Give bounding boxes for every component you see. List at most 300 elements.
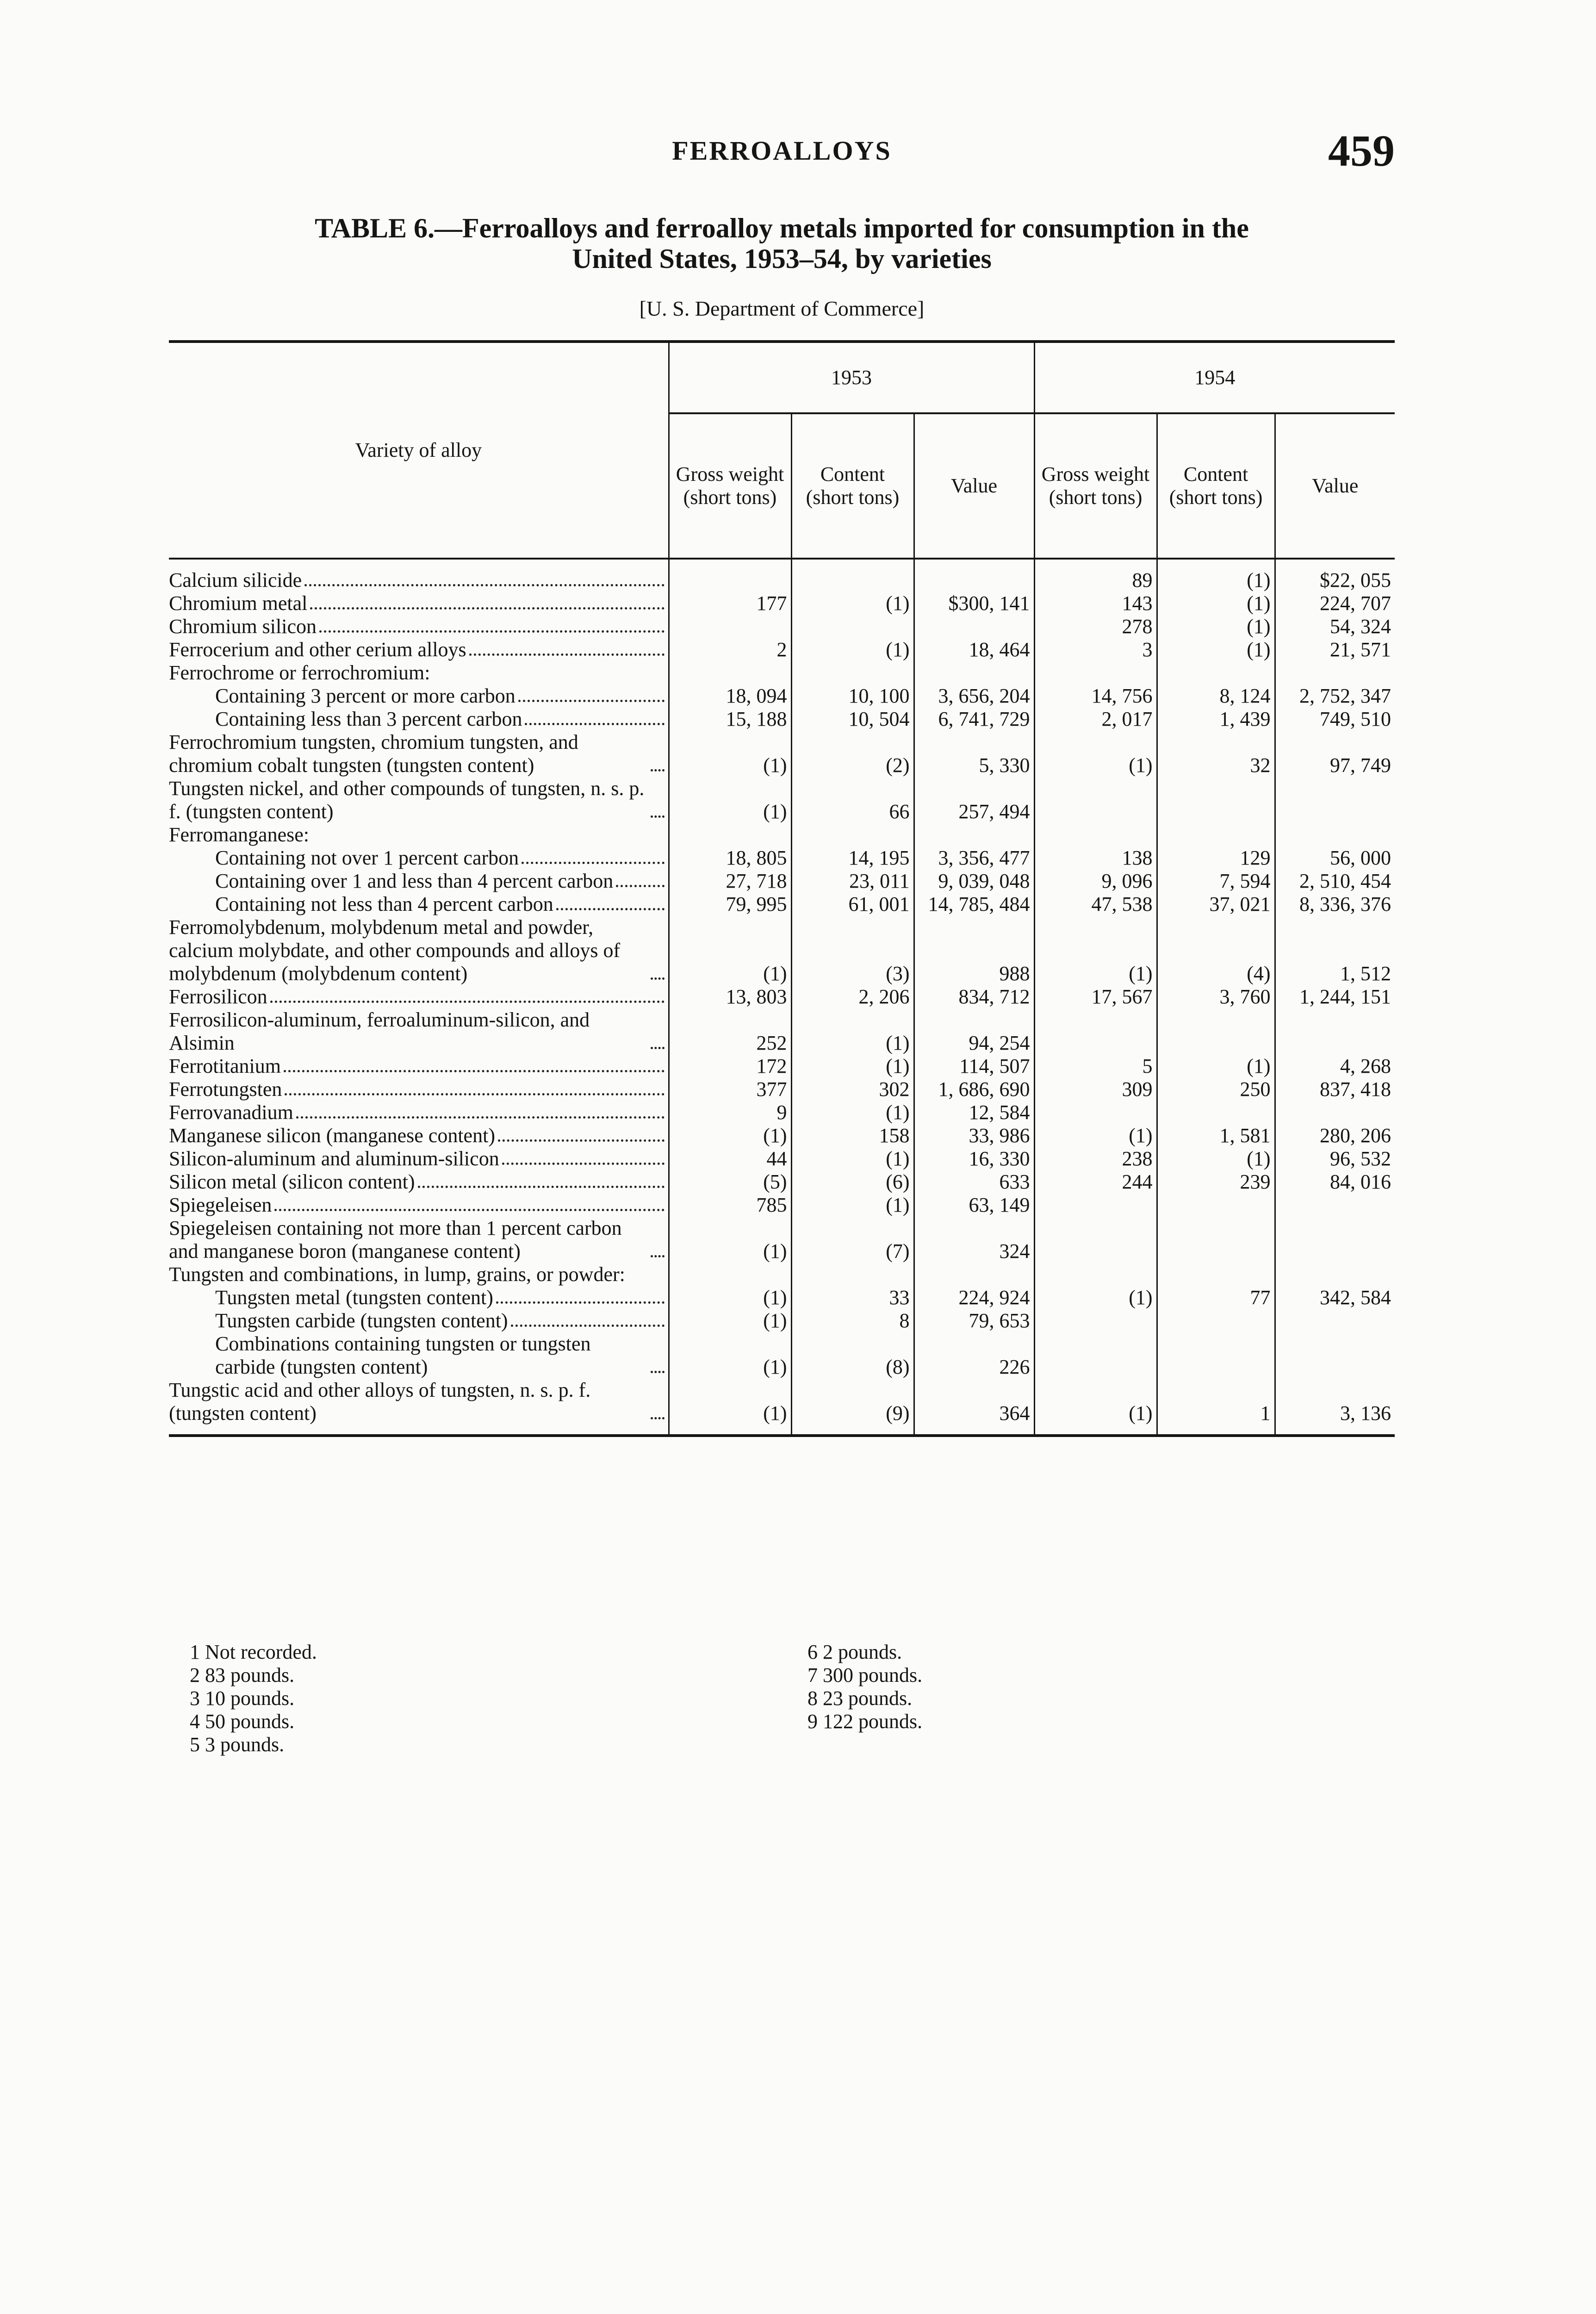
leader-dots [304,584,664,586]
cell-v54 [1275,1008,1395,1055]
table-section-heading [169,823,1395,846]
cell-g54: 3 [1034,638,1157,661]
row-label-text: Tungsten metal (tungsten content) [215,1286,493,1309]
cell-v54: 8, 336, 376 [1275,893,1395,916]
cell-c54 [1157,661,1275,684]
page-header [169,125,1395,190]
cell-v53 [914,823,1034,846]
row-label-text: Spiegeleisen [169,1194,272,1216]
cell-g53: 252 [669,1008,791,1055]
cell-c53: 14, 195 [791,846,914,870]
cell-v53: 224, 924 [914,1286,1034,1309]
cell-c53: (1) [791,1008,914,1055]
cell-c54: 8, 124 [1157,684,1275,708]
table-row [169,592,1395,615]
cell-c53: 10, 504 [791,708,914,731]
row-label-text: Ferromolybdenum, molybdenum metal and powder, calcium molybdate, and other compounds and alloys of molybdenum (molybdenum content) [169,916,621,985]
leader-dots [511,1325,664,1327]
row-label [169,846,669,870]
footnote: 6 2 pounds. [807,1641,902,1663]
cell-g53: (1) [669,1379,791,1436]
row-label [169,1379,669,1436]
row-label-text: Tungsten nickel, and other compounds of tungsten, n. s. p. f. (tungsten content) [169,777,645,823]
cell-g53: (1) [669,1332,791,1379]
cell-v53: 226 [914,1332,1034,1379]
row-label-text: Silicon metal (silicon content) [169,1170,415,1193]
cell-g53: 785 [669,1194,791,1217]
cell-c54: (1) [1157,1055,1275,1078]
cell-g54 [1034,1217,1157,1263]
cell-c53: 66 [791,777,914,823]
cell-v54: 280, 206 [1275,1124,1395,1147]
leader-dots [522,862,664,864]
cell-v54 [1275,1101,1395,1124]
cell-v54 [1275,1217,1395,1263]
cell-c54 [1157,1008,1275,1055]
cell-v53 [914,615,1034,638]
cell-g54 [1034,661,1157,684]
cell-c53: (7) [791,1217,914,1263]
row-label [169,916,669,985]
cell-c53: 10, 100 [791,684,914,708]
cell-g53: (5) [669,1170,791,1194]
cell-c54: 7, 594 [1157,870,1275,893]
cell-c54: 239 [1157,1170,1275,1194]
leader-dots [556,908,664,910]
table-caption [169,213,1395,274]
cell-v53: 33, 986 [914,1124,1034,1147]
cell-v54 [1275,1194,1395,1217]
cell-g53: (1) [669,777,791,823]
table-row [169,708,1395,731]
cell-c53 [791,615,914,638]
row-label-text: Ferrovanadium [169,1101,293,1124]
row-label [169,1286,669,1309]
cell-g53: (1) [669,1217,791,1263]
footnote: 3 10 pounds. [190,1687,295,1710]
cell-g53: 172 [669,1055,791,1078]
table-row [169,615,1395,638]
cell-v54 [1275,823,1395,846]
table-row [169,1309,1395,1332]
cell-c53 [791,661,914,684]
row-label-text: Ferrosilicon-aluminum, ferroaluminum-silicon, and Alsimin [169,1008,590,1054]
cell-c53: (3) [791,916,914,985]
cell-c54 [1157,1194,1275,1217]
cell-v53 [914,661,1034,684]
cell-g54: 2, 017 [1034,708,1157,731]
cell-c54: 32 [1157,731,1275,777]
col-value-1953: Value [914,413,1034,559]
cell-c54: 1, 581 [1157,1124,1275,1147]
row-label-text: Containing less than 3 percent carbon [215,708,522,730]
cell-g54 [1034,1332,1157,1379]
cell-v53: 324 [914,1217,1034,1263]
table-row [169,1008,1395,1055]
cell-g54: 14, 756 [1034,684,1157,708]
table-body [169,559,1395,1436]
leader-dots [616,885,664,887]
leader-dots [651,1417,664,1419]
cell-g54: 17, 567 [1034,985,1157,1008]
cell-c53 [791,559,914,592]
cell-v53: 1, 686, 690 [914,1078,1034,1101]
row-label [169,1101,669,1124]
cell-c54 [1157,1309,1275,1332]
leader-dots [319,630,664,633]
row-label-text: Ferrochromium tungsten, chromium tungsten, and chromium cobalt tungsten (tungsten content) [169,731,578,777]
cell-g53: 13, 803 [669,985,791,1008]
cell-g54 [1034,777,1157,823]
cell-v53: 988 [914,916,1034,985]
table-row [169,777,1395,823]
row-label-text: Combinations containing tungsten or tungsten carbide (tungsten content) [215,1332,591,1378]
row-label [169,823,669,846]
cell-c54 [1157,1217,1275,1263]
row-label-text: Tungstic acid and other alloys of tungsten, n. s. p. f. (tungsten content) [169,1379,591,1424]
cell-c54: (1) [1157,615,1275,638]
cell-v54 [1275,777,1395,823]
col-year-1954: 1954 [1034,342,1395,413]
row-label-text: Ferromanganese: [169,823,309,846]
cell-v53: 5, 330 [914,731,1034,777]
cell-g53 [669,1263,791,1286]
cell-v53: 94, 254 [914,1008,1034,1055]
row-label-text: Silicon-aluminum and aluminum-silicon [169,1147,499,1170]
cell-c54 [1157,1101,1275,1124]
cell-c53: (8) [791,1332,914,1379]
leader-dots [651,977,664,980]
row-label-text: Tungsten and combinations, in lump, grains, or powder: [169,1263,625,1286]
cell-v54 [1275,1309,1395,1332]
cell-g54: 89 [1034,559,1157,592]
row-label-text: Ferrotitanium [169,1055,281,1077]
footnote: 9 122 pounds. [807,1710,923,1733]
footnote: 4 50 pounds. [190,1710,295,1733]
cell-c54: (1) [1157,559,1275,592]
cell-v54: 2, 510, 454 [1275,870,1395,893]
leader-dots [274,1209,664,1211]
cell-v53: 364 [914,1379,1034,1436]
row-label [169,1170,669,1194]
table-row [169,916,1395,985]
cell-g53: 177 [669,592,791,615]
leader-dots [518,700,664,702]
col-gross-1953: Gross weight (short tons) [669,413,791,559]
table-row [169,559,1395,592]
row-label [169,870,669,893]
cell-g54: 9, 096 [1034,870,1157,893]
cell-g54: (1) [1034,916,1157,985]
cell-v54: 224, 707 [1275,592,1395,615]
table-row [169,684,1395,708]
row-label-text: Chromium metal [169,592,308,615]
table-source: [U. S. Department of Commerce] [639,297,925,320]
leader-dots [270,1001,664,1003]
cell-v53: 633 [914,1170,1034,1194]
row-label [169,731,669,777]
cell-g54 [1034,1263,1157,1286]
row-label-text: Ferrosilicon [169,985,267,1008]
leader-dots [651,815,664,818]
row-label [169,661,669,684]
row-label [169,592,669,615]
cell-v54: $22, 055 [1275,559,1395,592]
cell-v54: 56, 000 [1275,846,1395,870]
table-row [169,846,1395,870]
cell-g53 [669,661,791,684]
leader-dots [502,1163,664,1165]
footnotes-right [807,1641,922,1733]
cell-v53: 79, 653 [914,1309,1034,1332]
col-content-1954: Content (short tons) [1157,413,1275,559]
cell-v54: 749, 510 [1275,708,1395,731]
table-row [169,1101,1395,1124]
cell-v54: 54, 324 [1275,615,1395,638]
cell-g53: 79, 995 [669,893,791,916]
cell-g54: 244 [1034,1170,1157,1194]
cell-g54: 138 [1034,846,1157,870]
cell-g53: 2 [669,638,791,661]
cell-c53: 33 [791,1286,914,1309]
cell-v53: 14, 785, 484 [914,893,1034,916]
leader-dots [498,1139,664,1142]
leader-dots [310,607,664,610]
cell-g53 [669,823,791,846]
table-row [169,1379,1395,1436]
cell-v54: 84, 016 [1275,1170,1395,1194]
table-row [169,1286,1395,1309]
cell-c54: (4) [1157,916,1275,985]
row-label [169,1309,669,1332]
header-row-years [169,342,1395,413]
cell-g53 [669,559,791,592]
cell-c53 [791,1263,914,1286]
cell-v54: 3, 136 [1275,1379,1395,1436]
caption-line-1: TABLE 6.—Ferroalloys and ferroalloy metals imported for consumption in the [315,213,1249,243]
cell-v53: 114, 507 [914,1055,1034,1078]
row-label [169,1055,669,1078]
cell-c54: 77 [1157,1286,1275,1309]
col-year-1953: 1953 [669,342,1034,413]
cell-v54: 1, 244, 151 [1275,985,1395,1008]
table-section-heading [169,661,1395,684]
cell-g54: 47, 538 [1034,893,1157,916]
row-label-text: Containing not over 1 percent carbon [215,846,519,869]
cell-v53: 9, 039, 048 [914,870,1034,893]
cell-v54: 4, 268 [1275,1055,1395,1078]
cell-c53: 302 [791,1078,914,1101]
cell-g54: (1) [1034,731,1157,777]
row-label [169,1147,669,1170]
row-label-text: Ferrochrome or ferrochromium: [169,661,430,684]
cell-c54: 250 [1157,1078,1275,1101]
cell-c53: (9) [791,1379,914,1436]
cell-c54: 1 [1157,1379,1275,1436]
cell-c53: (6) [791,1170,914,1194]
row-label [169,985,669,1008]
table-row [169,1332,1395,1379]
footnote: 5 3 pounds. [190,1733,285,1756]
cell-v54: 837, 418 [1275,1078,1395,1101]
cell-g54: (1) [1034,1124,1157,1147]
cell-g53: 9 [669,1101,791,1124]
cell-g54: 5 [1034,1055,1157,1078]
cell-v53: 3, 356, 477 [914,846,1034,870]
cell-g54: 143 [1034,592,1157,615]
cell-v54: 1, 512 [1275,916,1395,985]
row-label-text: Containing not less than 4 percent carbon [215,893,553,915]
leader-dots [651,1371,664,1373]
running-title: FERROALLOYS [672,136,892,166]
row-label-text: Spiegeleisen containing not more than 1 percent carbon and manganese boron (manganese content) [169,1217,622,1263]
row-label [169,638,669,661]
col-gross-1954: Gross weight (short tons) [1034,413,1157,559]
cell-g53: 27, 718 [669,870,791,893]
cell-v53: 12, 584 [914,1101,1034,1124]
cell-g53: 377 [669,1078,791,1101]
row-label [169,1078,669,1101]
table-row [169,1147,1395,1170]
cell-g53: 18, 805 [669,846,791,870]
cell-g53 [669,615,791,638]
cell-c54 [1157,1263,1275,1286]
cell-c54: 129 [1157,846,1275,870]
cell-v54 [1275,1332,1395,1379]
cell-g53: (1) [669,1124,791,1147]
row-label [169,1332,669,1379]
cell-c53: 23, 011 [791,870,914,893]
table-row [169,1194,1395,1217]
leader-dots [651,1255,664,1257]
footnote: 8 23 pounds. [807,1687,913,1710]
cell-g54: 238 [1034,1147,1157,1170]
cell-g54 [1034,1008,1157,1055]
cell-c54: 3, 760 [1157,985,1275,1008]
cell-g54 [1034,1309,1157,1332]
row-label [169,777,669,823]
row-label-text: Chromium silicon [169,615,317,638]
leader-dots [651,769,664,771]
cell-v54: 96, 532 [1275,1147,1395,1170]
caption-line-2: United States, 1953–54, by varieties [572,243,992,274]
row-label-text: Ferrocerium and other cerium alloys [169,638,466,661]
cell-g54 [1034,823,1157,846]
cell-c54 [1157,1332,1275,1379]
cell-c53: (1) [791,1147,914,1170]
footnote: 2 83 pounds. [190,1664,295,1686]
cell-v53: 63, 149 [914,1194,1034,1217]
cell-v54: 342, 584 [1275,1286,1395,1309]
leader-dots [651,1047,664,1049]
cell-g53: 44 [669,1147,791,1170]
cell-g54: (1) [1034,1286,1157,1309]
col-content-1953: Content (short tons) [791,413,914,559]
cell-c53: (2) [791,731,914,777]
cell-g54 [1034,1101,1157,1124]
cell-v53 [914,1263,1034,1286]
table-row [169,985,1395,1008]
cell-v54: 2, 752, 347 [1275,684,1395,708]
cell-c53: 61, 001 [791,893,914,916]
cell-c53: 2, 206 [791,985,914,1008]
row-label-text: Containing 3 percent or more carbon [215,684,515,707]
leader-dots [296,1116,664,1119]
leader-dots [525,723,664,725]
cell-v54 [1275,661,1395,684]
table-row [169,1055,1395,1078]
row-label [169,1263,669,1286]
cell-g53: (1) [669,1309,791,1332]
cell-c54 [1157,823,1275,846]
cell-v53: 834, 712 [914,985,1034,1008]
imports-table [169,340,1395,1437]
cell-v53 [914,559,1034,592]
cell-c53: (1) [791,638,914,661]
page-number: 459 [1328,126,1395,175]
table-section-heading [169,1263,1395,1286]
row-label [169,893,669,916]
table-row [169,1078,1395,1101]
footnote: 1 Not recorded. [190,1641,317,1663]
cell-g53: (1) [669,731,791,777]
cell-g53: (1) [669,916,791,985]
cell-c54: 1, 439 [1157,708,1275,731]
row-label [169,708,669,731]
row-label-text: Ferrotungsten [169,1078,282,1101]
cell-v54 [1275,1263,1395,1286]
cell-v53: 16, 330 [914,1147,1034,1170]
cell-c53: (1) [791,592,914,615]
leader-dots [418,1186,664,1188]
table-row [169,893,1395,916]
cell-g53: 15, 188 [669,708,791,731]
cell-c54: 37, 021 [1157,893,1275,916]
leader-dots [496,1301,664,1304]
footnote: 7 300 pounds. [807,1664,923,1686]
cell-c54 [1157,777,1275,823]
cell-c54: (1) [1157,638,1275,661]
col-value-1954: Value [1275,413,1395,559]
cell-c54: (1) [1157,592,1275,615]
row-label-text: Tungsten carbide (tungsten content) [215,1309,508,1332]
col-variety: Variety of alloy [169,342,669,559]
cell-v53: $300, 141 [914,592,1034,615]
leader-dots [284,1070,664,1072]
cell-v53: 3, 656, 204 [914,684,1034,708]
footnotes-left [190,1641,317,1756]
row-label [169,1124,669,1147]
row-label [169,615,669,638]
row-label-text: Calcium silicide [169,569,302,591]
table-row [169,731,1395,777]
row-label [169,1217,669,1263]
leader-dots [285,1093,664,1095]
cell-v53: 257, 494 [914,777,1034,823]
cell-v53: 18, 464 [914,638,1034,661]
row-label [169,1008,669,1055]
cell-c53: (1) [791,1101,914,1124]
cell-g54: (1) [1034,1379,1157,1436]
cell-v54: 97, 749 [1275,731,1395,777]
row-label-text: Manganese silicon (manganese content) [169,1124,495,1147]
cell-c53: (1) [791,1194,914,1217]
leader-dots [469,653,664,656]
row-label [169,1194,669,1217]
cell-v53: 6, 741, 729 [914,708,1034,731]
cell-g54: 309 [1034,1078,1157,1101]
cell-c53 [791,823,914,846]
